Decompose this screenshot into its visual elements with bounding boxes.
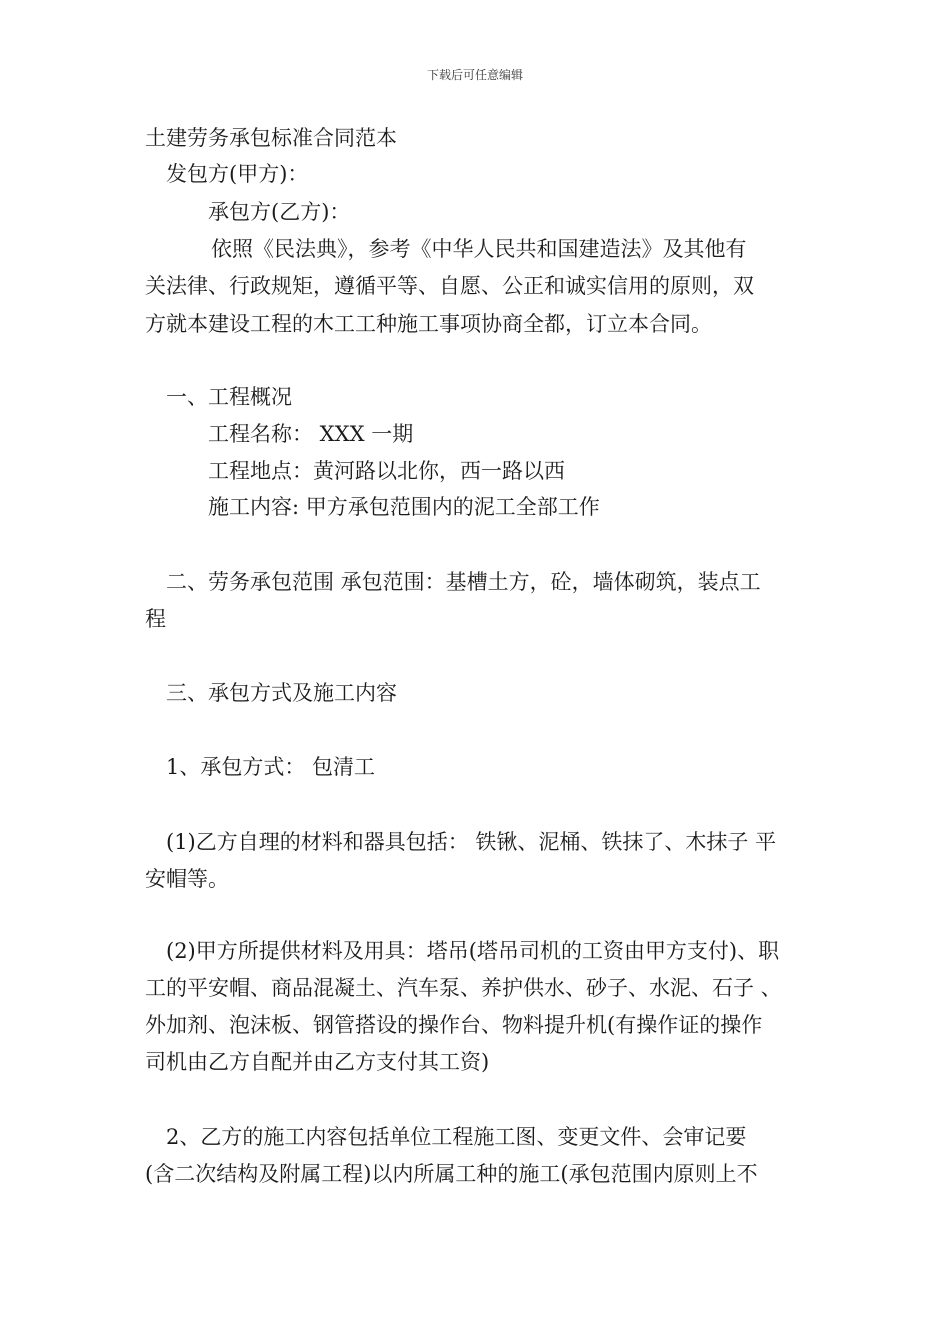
party-a-line: 发包方(甲方)：	[166, 162, 309, 186]
item2-line: (含二次结构及附属工程)以内所属工种的施工(承包范围内原则上不	[145, 1162, 758, 1186]
work-content-line: 施工内容: 甲方承包范围内的泥工全部工作	[208, 495, 600, 519]
intro-line: 依照《民法典》，参考《中华人民共和国建造法》及其他有	[211, 237, 747, 261]
item1-line: 1、承包方式： 包清工	[166, 755, 376, 779]
section2-line: 二、劳务承包范围 承包范围：基槽土方，砼，墙体砌筑，装点工	[166, 570, 761, 594]
item1-2-line: (2)甲方所提供材料及用具：塔吊(塔吊司机的工资由甲方支付)、职	[166, 939, 780, 963]
intro-line: 关法律、行政规矩，遵循平等、自愿、公正和诚实信用的原则，双	[145, 274, 754, 298]
item1-1-line: 安帽等。	[145, 867, 229, 891]
doc-title: 土建劳务承包标准合同范本	[145, 126, 397, 150]
section1-heading: 一、工程概况	[166, 385, 292, 409]
item1-2-line: 司机由乙方自配并由乙方支付其工资)	[145, 1050, 490, 1074]
header-note: 下载后可任意编辑	[426, 68, 523, 82]
item1-2-line: 外加剂、泡沫板、钢管搭设的操作台、物料提升机(有操作证的操作	[145, 1013, 763, 1037]
intro-line: 方就本建设工程的木工工种施工事项协商全都，订立本合同。	[145, 312, 712, 336]
project-location-line: 工程地点：黄河路以北你，西一路以西	[208, 459, 565, 483]
item1-1-line: (1)乙方自理的材料和器具包括： 铁锹、泥桶、铁抹了、木抹子 平	[166, 830, 777, 854]
party-b-line: 承包方(乙方)：	[208, 200, 351, 224]
item1-2-line: 工的平安帽、商品混凝土、汽车泵、养护供水、砂子、水泥、石子 、	[145, 976, 782, 1000]
project-name-line: 工程名称： XXX 一期	[208, 422, 414, 446]
item2-line: 2、乙方的施工内容包括单位工程施工图、变更文件、会审记要	[166, 1125, 747, 1149]
section3-heading: 三、承包方式及施工内容	[166, 681, 397, 705]
section2-line: 程	[145, 607, 166, 631]
